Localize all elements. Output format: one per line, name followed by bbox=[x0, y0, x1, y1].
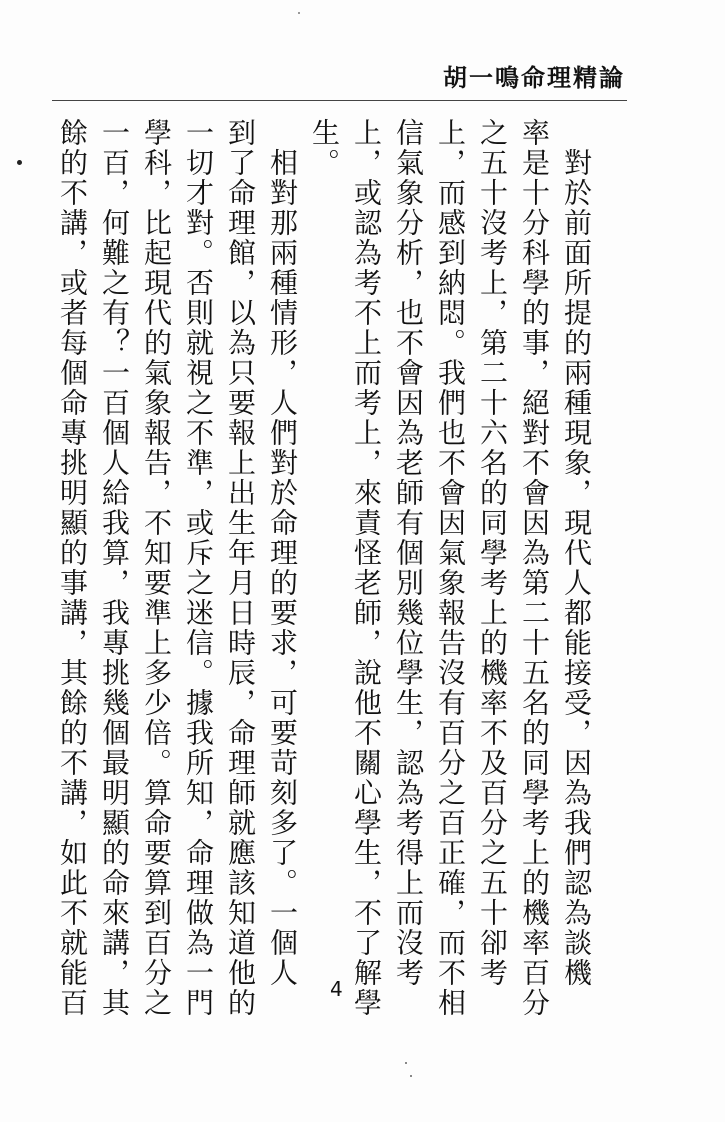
text-column: 相對那兩種情形，人們對於命理的要求，可要苛刻多了。一個人 bbox=[266, 118, 299, 988]
text-column: 一切才對。否則就視之不準，或斥之迷信。據我所知，命理做為一門 bbox=[182, 118, 215, 1018]
text-column: 對於前面所提的兩種現象，現代人都能接受，因為我們認為談機 bbox=[560, 118, 593, 988]
scan-speck bbox=[298, 12, 300, 14]
text-column: 學科，比起現代的氣象報告，不知要準上多少倍。算命要算到百分之 bbox=[140, 118, 173, 1018]
text-column: 之五十沒考上，第二十六名的同學考上的機率不及百分之五十卻考 bbox=[476, 118, 509, 988]
text-column: 生。 bbox=[308, 118, 341, 178]
scan-speck bbox=[410, 1075, 412, 1077]
ink-dot bbox=[17, 160, 22, 165]
text-column: 信氣象分析，也不會因為老師有個別幾位學生，認為考得上而沒考 bbox=[392, 118, 425, 988]
text-column: 一百，何難之有？一百個人給我算，我專挑幾個最明顯的命來講，其 bbox=[98, 118, 131, 1018]
text-column: 率是十分科學的事，絕對不會因為第二十五名的同學考上的機率百分 bbox=[518, 118, 551, 1018]
page-number: 4 bbox=[330, 977, 343, 1001]
text-column: 上，而感到納悶。我們也不會因氣象報告沒有百分之百正確，而不相 bbox=[434, 118, 467, 1018]
vertical-text-body bbox=[46, 118, 594, 1018]
scan-speck bbox=[405, 1062, 407, 1064]
text-column: 到了命理館，以為只要報上出生年月日時辰，命理師就應該知道他的 bbox=[224, 118, 257, 1018]
text-column: 餘的不講，或者每個命專挑明顯的事講，其餘的不講，如此不就能百 bbox=[56, 118, 89, 1018]
header-rule bbox=[52, 100, 627, 101]
running-header-title: 胡一鳴命理精論 bbox=[443, 64, 625, 92]
text-column: 上，或認為考不上而考上，來責怪老師，說他不關心學生，不了解學 bbox=[350, 118, 383, 1018]
